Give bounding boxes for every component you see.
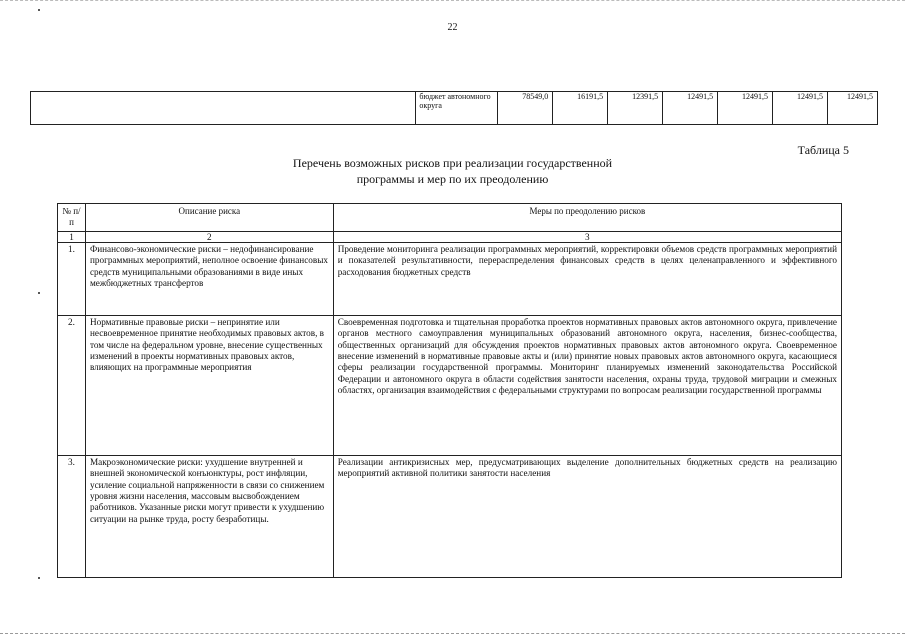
budget-value: 12491,5 xyxy=(718,92,773,125)
table-row xyxy=(58,315,842,455)
risk-measures: Проведение мониторинга реализации программных мероприятий, корректировки объемов средств программных мероприятий и показателей результативности, перераспределения финансовых средств в целях целенаправленного и эффективного расходования бюджетных средств xyxy=(333,242,841,315)
column-index: 1 xyxy=(58,231,86,242)
row-number: 2. xyxy=(58,315,86,455)
risk-description: Финансово-экономические риски – недофинансирование программных мероприятий, неполное освоение финансовых средств муниципальными образованиями в виде иных межбюджетных трансфертов xyxy=(85,242,333,315)
page-number: 22 xyxy=(447,22,458,33)
column-index-row xyxy=(58,231,842,242)
risk-table xyxy=(57,203,842,578)
header-row xyxy=(58,204,842,232)
risk-measures: Реализации антикризисных мер, предусматривающих выделение дополнительных бюджетных средств на реализацию мероприятий активной политики занятости населения xyxy=(333,455,841,577)
column-index: 2 xyxy=(85,231,333,242)
scan-edge-bottom xyxy=(0,633,905,634)
risk-description: Макроэкономические риски: ухудшение внутренней и внешней экономической конъюнктуры, рост инфляции, усиление социальной напряженности в связи со снижением уровня жизни населения, массовым высвобождением работников. Указанные риски могут привести к ухудшению ситуации на рынке труда, росту безработицы. xyxy=(85,455,333,577)
scan-speck xyxy=(38,292,40,294)
budget-blank-cell xyxy=(31,92,416,125)
document-title xyxy=(0,155,905,187)
budget-value: 12491,5 xyxy=(827,92,877,125)
risk-description: Нормативные правовые риски – непринятие или несвоевременное принятие необходимых правовых актов, в том числе на федеральном уровне, внесение существенных изменений в проекты нормативных правовых актов, влияющих на программные мероприятия xyxy=(85,315,333,455)
scan-speck xyxy=(38,577,40,579)
table-row xyxy=(58,242,842,315)
scan-edge-top xyxy=(0,0,905,1)
budget-table xyxy=(30,91,878,125)
risk-measures: Своевременная подготовка и тщательная проработка проектов нормативных правовых актов автономного округа, привлечение органов местного самоуправления муниципальных образований автономного округа, населения, бизнес-сообщества, общественных организаций для обсуждения проектов нормативных правовых актов автономного округа. Своевременное внесение изменений в нормативные правовые акты и (или) принятие новых правовых актов автономного округа, касающиеся сферы реализации государственной программы. Мониторинг планируемых изменений законодательства Российской Федерации и автономного округа в области содействия занятости населения, охраны труда, трудовой миграции и смежных областях, организация взаимодействия с федеральными структурами по вопросам реализации государственной программы xyxy=(333,315,841,455)
header-description: Описание риска xyxy=(85,204,333,232)
header-measures: Меры по преодолению рисков xyxy=(333,204,841,232)
title-line-2: программы и мер по их преодолению xyxy=(356,172,549,186)
scan-speck xyxy=(38,9,40,11)
budget-value: 12391,5 xyxy=(608,92,663,125)
row-number: 1. xyxy=(58,242,86,315)
budget-label: бюджет автономного округа xyxy=(416,92,498,125)
table-row xyxy=(58,455,842,577)
title-line-1: Перечень возможных рисков при реализации государственной xyxy=(292,156,613,170)
column-index: 3 xyxy=(333,231,841,242)
header-number: № п/п xyxy=(58,204,86,232)
budget-value: 78549,0 xyxy=(498,92,553,125)
budget-row xyxy=(31,92,878,125)
row-number: 3. xyxy=(58,455,86,577)
table-caption: Таблица 5 xyxy=(797,143,849,157)
budget-value: 16191,5 xyxy=(553,92,608,125)
budget-value: 12491,5 xyxy=(663,92,718,125)
budget-value: 12491,5 xyxy=(773,92,828,125)
